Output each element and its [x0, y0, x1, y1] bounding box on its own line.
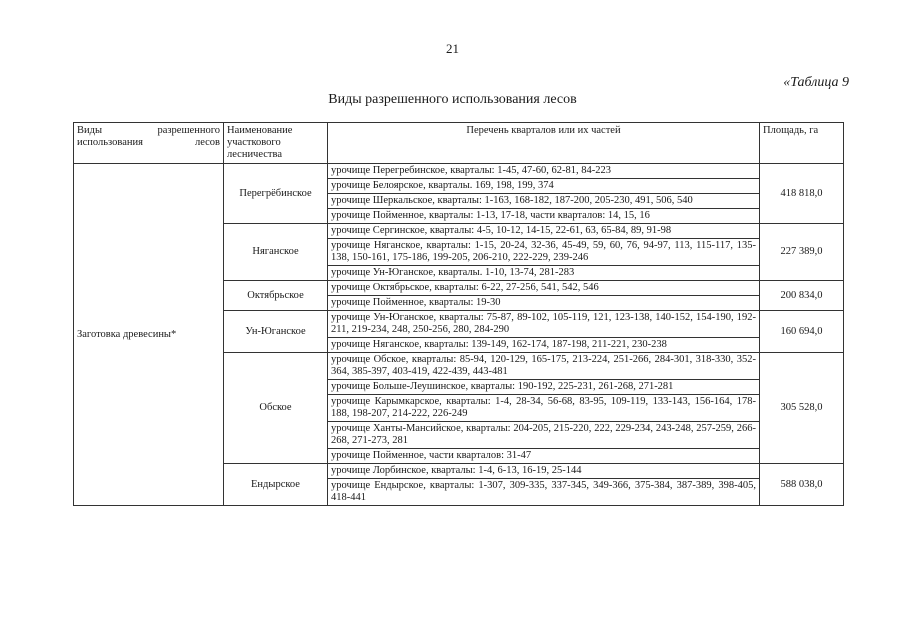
quarters-cell: урочище Пойменное, части кварталов: 31-47 [328, 449, 760, 464]
area-cell: 588 038,0 [760, 464, 844, 506]
quarters-cell: урочище Пойменное, кварталы: 1-13, 17-18, части кварталов: 14, 15, 16 [328, 209, 760, 224]
quarters-cell: урочище Няганское, кварталы: 139-149, 162-174, 187-198, 211-221, 230-238 [328, 338, 760, 353]
use-type-cell: Заготовка древесины* [74, 164, 224, 506]
forestry-name-cell: Обское [224, 353, 328, 464]
quarters-cell: урочище Ун-Юганское, кварталы. 1-10, 13-74, 281-283 [328, 266, 760, 281]
area-cell: 160 694,0 [760, 311, 844, 353]
header-quarters-list: Перечень кварталов или их частей [328, 123, 760, 164]
forestry-name-cell: Октябрьское [224, 281, 328, 311]
quarters-cell: урочище Ханты-Мансийское, кварталы: 204-205, 215-220, 222, 229-234, 243-248, 257-259, 266-268, 271-273, 281 [328, 422, 760, 449]
area-cell: 305 528,0 [760, 353, 844, 464]
header-area: Площадь, га [760, 123, 844, 164]
page-number: 21 [446, 41, 459, 56]
quarters-cell: урочище Карымкарское, кварталы: 1-4, 28-34, 56-68, 83-95, 109-119, 133-143, 156-164, 178-188, 198-207, 214-222, 226-249 [328, 395, 760, 422]
quarters-cell: урочище Шеркальское, кварталы: 1-163, 168-182, 187-200, 205-230, 491, 506, 540 [328, 194, 760, 209]
document-title: Виды разрешенного использования лесов [328, 92, 577, 107]
header-use-types: Виды разрешенного использования лесов [74, 123, 224, 164]
header-forestry-name: Наименование участкового лесничества [224, 123, 328, 164]
quarters-cell: урочище Няганское, кварталы: 1-15, 20-24, 32-36, 45-49, 59, 60, 76, 94-97, 113, 115-117, 135-138, 150-161, 175-186, 199-205, 206-210, 222-229, 239-246 [328, 239, 760, 266]
forestry-name-cell: Ун-Юганское [224, 311, 328, 353]
forest-use-table [73, 122, 844, 506]
table-body [74, 164, 844, 506]
quarters-cell: урочище Сергинское, кварталы: 4-5, 10-12, 14-15, 22-61, 63, 65-84, 89, 91-98 [328, 224, 760, 239]
quarters-cell: урочище Октябрьское, кварталы: 6-22, 27-256, 541, 542, 546 [328, 281, 760, 296]
quarters-cell: урочище Ун-Юганское, кварталы: 75-87, 89-102, 105-119, 121, 123-138, 140-152, 154-190, 192-211, 219-234, 248, 250-256, 280, 284-290 [328, 311, 760, 338]
quarters-cell: урочище Пойменное, кварталы: 19-30 [328, 296, 760, 311]
forestry-name-cell: Перегрёбинское [224, 164, 328, 224]
quarters-cell: урочище Лорбинское, кварталы: 1-4, 6-13, 16-19, 25-144 [328, 464, 760, 479]
area-cell: 227 389,0 [760, 224, 844, 281]
table-header-row [74, 123, 844, 164]
quarters-cell: урочище Обское, кварталы: 85-94, 120-129, 165-175, 213-224, 251-266, 284-301, 318-330, 352-364, 385-397, 403-419, 422-439, 443-481 [328, 353, 760, 380]
area-cell: 200 834,0 [760, 281, 844, 311]
table-row [74, 164, 844, 179]
area-cell: 418 818,0 [760, 164, 844, 224]
quarters-cell: урочище Перегребинское, кварталы: 1-45, 47-60, 62-81, 84-223 [328, 164, 760, 179]
quarters-cell: урочище Ендырское, кварталы: 1-307, 309-335, 337-345, 349-366, 375-384, 387-389, 398-405, 418-441 [328, 479, 760, 506]
quarters-cell: урочище Больше-Леушинское, кварталы: 190-192, 225-231, 261-268, 271-281 [328, 380, 760, 395]
forestry-name-cell: Ендырское [224, 464, 328, 506]
table-label: «Таблица 9 [783, 75, 849, 90]
forestry-name-cell: Няганское [224, 224, 328, 281]
quarters-cell: урочище Белоярское, кварталы. 169, 198, 199, 374 [328, 179, 760, 194]
